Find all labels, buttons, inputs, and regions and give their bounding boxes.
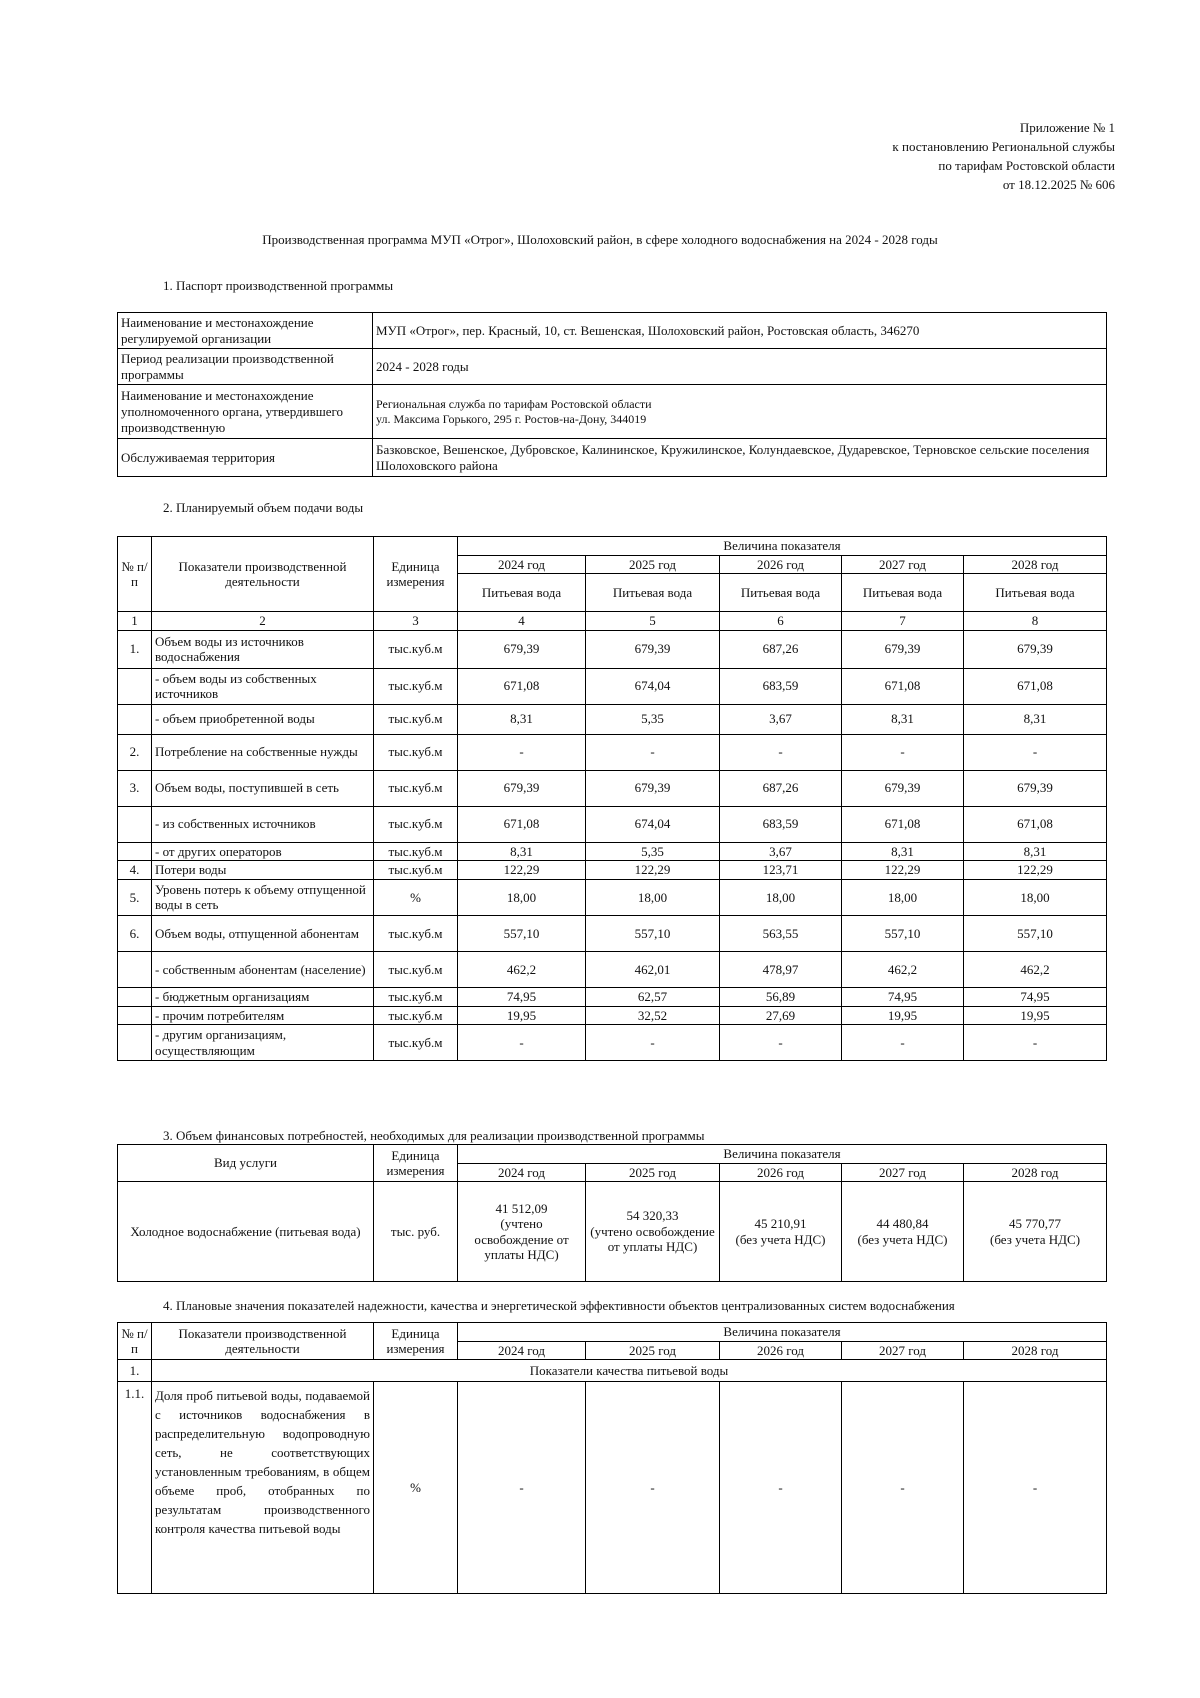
row-name: - собственным абонентам (население) bbox=[152, 951, 374, 987]
row-num: 2. bbox=[118, 734, 152, 770]
row-value: 683,59 bbox=[720, 806, 842, 842]
row-name: Объем воды из источников водоснабжения bbox=[152, 630, 374, 668]
passport-value: 2024 - 2028 годы bbox=[373, 349, 1107, 385]
header-unit: Единица измерения bbox=[374, 1323, 458, 1360]
passport-value: Региональная служба по тарифам Ростовской области bbox=[376, 397, 652, 412]
table-row bbox=[118, 861, 1107, 880]
row-value: 679,39 bbox=[458, 630, 586, 668]
row-value: 123,71 bbox=[720, 861, 842, 880]
passport-label: Наименование и местонахождение уполномоченного органа, утвердившего производственную bbox=[118, 385, 373, 439]
row-value: 8,31 bbox=[964, 704, 1107, 734]
row-unit: тыс.куб.м bbox=[374, 951, 458, 987]
row-unit: % bbox=[374, 1382, 458, 1594]
row-unit: тыс.куб.м bbox=[374, 861, 458, 880]
table-row bbox=[118, 668, 1107, 704]
financial-cell bbox=[964, 1182, 1107, 1282]
row-value: - bbox=[720, 1382, 842, 1594]
appendix-line-4: от 18.12.2025 № 606 bbox=[1002, 177, 1115, 192]
row-name: - из собственных источников bbox=[152, 806, 374, 842]
water-supply-body bbox=[118, 630, 1107, 1060]
row-value: 18,00 bbox=[842, 879, 964, 915]
row-value: 674,04 bbox=[586, 806, 720, 842]
quality-row bbox=[118, 1382, 1107, 1594]
row-value: - bbox=[586, 734, 720, 770]
passport-label: Наименование и местонахождение регулируемой организации bbox=[118, 313, 373, 349]
row-value: 674,04 bbox=[586, 668, 720, 704]
row-name: - от других операторов bbox=[152, 842, 374, 861]
row-value: 679,39 bbox=[842, 770, 964, 806]
row-unit: тыс.куб.м bbox=[374, 734, 458, 770]
table-row bbox=[118, 842, 1107, 861]
row-value: - bbox=[458, 1382, 586, 1594]
row-name: - объем приобретенной воды bbox=[152, 704, 374, 734]
passport-value-cell bbox=[373, 385, 1107, 439]
row-value: 563,55 bbox=[720, 915, 842, 951]
row-value: - bbox=[586, 1025, 720, 1061]
row-value: 462,01 bbox=[586, 951, 720, 987]
financial-cell bbox=[586, 1182, 720, 1282]
financial-table bbox=[117, 1144, 1107, 1282]
row-value: 679,39 bbox=[586, 770, 720, 806]
row-num bbox=[118, 951, 152, 987]
column-number: 2 bbox=[152, 612, 374, 631]
row-unit: тыс.куб.м bbox=[374, 842, 458, 861]
passport-table bbox=[117, 312, 1107, 477]
row-name: Потери воды bbox=[152, 861, 374, 880]
row-value: 557,10 bbox=[586, 915, 720, 951]
header-sub: Питьевая вода bbox=[964, 574, 1107, 612]
row-value: 671,08 bbox=[842, 668, 964, 704]
row-value: 122,29 bbox=[964, 861, 1107, 880]
header-year: 2027 год bbox=[842, 1341, 964, 1360]
service-unit: тыс. руб. bbox=[374, 1182, 458, 1282]
row-num bbox=[118, 1025, 152, 1061]
row-value: 8,31 bbox=[842, 704, 964, 734]
header-year: 2026 год bbox=[720, 1341, 842, 1360]
header-year: 2028 год bbox=[964, 1163, 1107, 1182]
row-name: - другим организациям, осуществляющим bbox=[152, 1025, 374, 1061]
row-value: 671,08 bbox=[458, 668, 586, 704]
row-value: - bbox=[842, 1025, 964, 1061]
table-row bbox=[118, 806, 1107, 842]
row-value: 557,10 bbox=[458, 915, 586, 951]
header-year: 2026 год bbox=[720, 555, 842, 574]
passport-row bbox=[118, 385, 1107, 439]
financial-cell bbox=[842, 1182, 964, 1282]
row-value: 462,2 bbox=[458, 951, 586, 987]
row-num: 6. bbox=[118, 915, 152, 951]
column-number: 3 bbox=[374, 612, 458, 631]
row-name: - объем воды из собственных источников bbox=[152, 668, 374, 704]
row-value: 74,95 bbox=[964, 987, 1107, 1006]
header-year: 2027 год bbox=[842, 1163, 964, 1182]
row-num bbox=[118, 1006, 152, 1025]
row-value: 462,2 bbox=[842, 951, 964, 987]
header-sub: Питьевая вода bbox=[842, 574, 964, 612]
appendix-line-1: Приложение № 1 bbox=[1019, 120, 1115, 135]
row-value: 74,95 bbox=[458, 987, 586, 1006]
row-value: 19,95 bbox=[842, 1006, 964, 1025]
document-title: Производственная программа МУП «Отрог», Шолоховский район, в сфере холодного водоснабжения на 2024 - 2028 годы bbox=[262, 232, 938, 247]
row-name: Уровень потерь к объему отпущенной воды в сеть bbox=[152, 879, 374, 915]
passport-label: Обслуживаемая территория bbox=[118, 439, 373, 477]
group-name: Показатели качества питьевой воды bbox=[152, 1360, 1107, 1382]
amount-note: (без учета НДС) bbox=[857, 1231, 948, 1247]
row-value: 19,95 bbox=[458, 1006, 586, 1025]
header-row bbox=[118, 1323, 1107, 1342]
column-number: 4 bbox=[458, 612, 586, 631]
row-value: 679,39 bbox=[964, 630, 1107, 668]
amount: 54 320,33 bbox=[626, 1208, 679, 1224]
amount-note: (учтено освобождение от уплаты НДС) bbox=[590, 1223, 715, 1255]
amount: 45 770,77 bbox=[1009, 1216, 1062, 1232]
row-value: 671,08 bbox=[458, 806, 586, 842]
service-name: Холодное водоснабжение (питьевая вода) bbox=[118, 1182, 374, 1282]
column-number: 8 bbox=[964, 612, 1107, 631]
row-unit: тыс.куб.м bbox=[374, 987, 458, 1006]
financial-cell bbox=[458, 1182, 586, 1282]
row-unit: тыс.куб.м bbox=[374, 668, 458, 704]
table-row bbox=[118, 734, 1107, 770]
header-indicator: Показатели производственной деятельности bbox=[152, 537, 374, 612]
section-2-heading: 2. Планируемый объем подачи воды bbox=[163, 500, 364, 515]
row-value: - bbox=[842, 734, 964, 770]
table-row bbox=[118, 951, 1107, 987]
row-value: 679,39 bbox=[586, 630, 720, 668]
header-sub: Питьевая вода bbox=[720, 574, 842, 612]
header-service: Вид услуги bbox=[118, 1145, 374, 1182]
column-number: 5 bbox=[586, 612, 720, 631]
table-row bbox=[118, 879, 1107, 915]
amount-note: (без учета НДС) bbox=[990, 1231, 1081, 1247]
row-value: 19,95 bbox=[964, 1006, 1107, 1025]
row-value: 478,97 bbox=[720, 951, 842, 987]
appendix-block bbox=[892, 118, 1115, 194]
row-num: 1.1. bbox=[118, 1382, 152, 1594]
header-sub: Питьевая вода bbox=[458, 574, 586, 612]
row-value: 687,26 bbox=[720, 770, 842, 806]
row-value: - bbox=[586, 1382, 720, 1594]
row-name: Доля проб питьевой воды, подаваемой с источников водоснабжения в распределительную водопроводную сеть, не соответствующих установленным требованиям, в общем объеме проб, отобранных по результатам производственного контроля качества питьевой воды bbox=[152, 1382, 374, 1594]
row-value: 3,67 bbox=[720, 704, 842, 734]
financial-row bbox=[118, 1182, 1107, 1282]
amount-note: (без учета НДС) bbox=[735, 1231, 826, 1247]
row-unit: тыс.куб.м bbox=[374, 915, 458, 951]
header-group: Величина показателя bbox=[458, 1323, 1107, 1342]
row-value: 27,69 bbox=[720, 1006, 842, 1025]
row-value: - bbox=[720, 1025, 842, 1061]
row-value: 18,00 bbox=[586, 879, 720, 915]
row-num bbox=[118, 704, 152, 734]
row-value: 18,00 bbox=[458, 879, 586, 915]
row-value: 3,67 bbox=[720, 842, 842, 861]
row-unit: % bbox=[374, 879, 458, 915]
row-value: 687,26 bbox=[720, 630, 842, 668]
row-unit: тыс.куб.м bbox=[374, 630, 458, 668]
row-unit: тыс.куб.м bbox=[374, 704, 458, 734]
row-name: Потребление на собственные нужды bbox=[152, 734, 374, 770]
table-row bbox=[118, 1006, 1107, 1025]
row-value: 62,57 bbox=[586, 987, 720, 1006]
amount-note: (учтено освобождение от уплаты НДС) bbox=[474, 1216, 569, 1263]
section-3-heading: 3. Объем финансовых потребностей, необходимых для реализации производственной программы bbox=[163, 1128, 705, 1143]
row-value: 122,29 bbox=[842, 861, 964, 880]
table-row bbox=[118, 770, 1107, 806]
row-value: 557,10 bbox=[842, 915, 964, 951]
row-value: 5,35 bbox=[586, 842, 720, 861]
row-value: - bbox=[720, 734, 842, 770]
header-sub: Питьевая вода bbox=[586, 574, 720, 612]
water-supply-table bbox=[117, 536, 1107, 1061]
column-number: 7 bbox=[842, 612, 964, 631]
header-row bbox=[118, 537, 1107, 556]
row-value: 8,31 bbox=[964, 842, 1107, 861]
row-value: 679,39 bbox=[458, 770, 586, 806]
header-group: Величина показателя bbox=[458, 537, 1107, 556]
row-name: Объем воды, поступившей в сеть bbox=[152, 770, 374, 806]
table-row bbox=[118, 915, 1107, 951]
row-value: 671,08 bbox=[842, 806, 964, 842]
column-number-row bbox=[118, 612, 1107, 631]
group-num: 1. bbox=[118, 1360, 152, 1382]
row-value: 671,08 bbox=[964, 668, 1107, 704]
header-year: 2024 год bbox=[458, 555, 586, 574]
row-value: - bbox=[964, 1382, 1107, 1594]
header-num: № п/п bbox=[118, 537, 152, 612]
row-name: - бюджетным организациям bbox=[152, 987, 374, 1006]
row-name: - прочим потребителям bbox=[152, 1006, 374, 1025]
row-value: 32,52 bbox=[586, 1006, 720, 1025]
row-unit: тыс.куб.м bbox=[374, 1025, 458, 1061]
row-num bbox=[118, 668, 152, 704]
row-num: 4. bbox=[118, 861, 152, 880]
header-year: 2028 год bbox=[964, 555, 1107, 574]
table-row bbox=[118, 1025, 1107, 1061]
row-value: 683,59 bbox=[720, 668, 842, 704]
header-year: 2024 год bbox=[458, 1163, 586, 1182]
appendix-line-3: по тарифам Ростовской области bbox=[938, 158, 1115, 173]
amount: 41 512,09 bbox=[495, 1200, 548, 1216]
amount: 45 210,91 bbox=[754, 1216, 807, 1232]
row-value: 679,39 bbox=[964, 770, 1107, 806]
row-value: - bbox=[842, 1382, 964, 1594]
row-value: 557,10 bbox=[964, 915, 1107, 951]
row-num bbox=[118, 842, 152, 861]
header-year: 2026 год bbox=[720, 1163, 842, 1182]
row-value: 8,31 bbox=[458, 704, 586, 734]
header-year: 2025 год bbox=[586, 1341, 720, 1360]
header-unit: Единица измерения bbox=[374, 1145, 458, 1182]
header-unit: Единица измерения bbox=[374, 537, 458, 612]
row-unit: тыс.куб.м bbox=[374, 806, 458, 842]
header-indicator: Показатели производственной деятельности bbox=[152, 1323, 374, 1360]
row-unit: тыс.куб.м bbox=[374, 1006, 458, 1025]
row-value: 56,89 bbox=[720, 987, 842, 1006]
row-num: 1. bbox=[118, 630, 152, 668]
header-year: 2024 год bbox=[458, 1341, 586, 1360]
row-num: 3. bbox=[118, 770, 152, 806]
amount: 44 480,84 bbox=[876, 1216, 929, 1232]
header-year: 2025 год bbox=[586, 555, 720, 574]
header-group: Величина показателя bbox=[458, 1145, 1107, 1164]
section-1-heading: 1. Паспорт производственной программы bbox=[163, 278, 394, 293]
header-year: 2025 год bbox=[586, 1163, 720, 1182]
column-number: 1 bbox=[118, 612, 152, 631]
section-4-heading: 4. Плановые значения показателей надежности, качества и энергетической эффективности объектов централизованных систем водоснабжения bbox=[163, 1298, 955, 1313]
row-value: 8,31 bbox=[842, 842, 964, 861]
header-year: 2028 год bbox=[964, 1341, 1107, 1360]
financial-cell bbox=[720, 1182, 842, 1282]
row-num: 5. bbox=[118, 879, 152, 915]
row-unit: тыс.куб.м bbox=[374, 770, 458, 806]
row-value: 462,2 bbox=[964, 951, 1107, 987]
row-name: Объем воды, отпущенной абонентам bbox=[152, 915, 374, 951]
passport-row bbox=[118, 349, 1107, 385]
row-value: 122,29 bbox=[458, 861, 586, 880]
passport-label: Период реализации производственной программы bbox=[118, 349, 373, 385]
passport-value-address: ул. Максима Горького, 295 г. Ростов-на-Дону, 344019 bbox=[376, 411, 647, 426]
row-value: 122,29 bbox=[586, 861, 720, 880]
passport-value: МУП «Отрог», пер. Красный, 10, ст. Вешенская, Шолоховский район, Ростовская область, 346270 bbox=[373, 313, 1107, 349]
passport-value: Базковское, Вешенское, Дубровское, Калининское, Кружилинское, Колундаевское, Дударевское, Терновское сельские поселения Шолоховского района bbox=[373, 439, 1107, 477]
row-value: 679,39 bbox=[842, 630, 964, 668]
row-num bbox=[118, 987, 152, 1006]
table-row bbox=[118, 704, 1107, 734]
row-value: 18,00 bbox=[720, 879, 842, 915]
appendix-line-2: к постановлению Региональной службы bbox=[892, 139, 1115, 154]
group-row bbox=[118, 1360, 1107, 1382]
row-value: - bbox=[964, 734, 1107, 770]
row-num bbox=[118, 806, 152, 842]
passport-row bbox=[118, 313, 1107, 349]
row-value: 18,00 bbox=[964, 879, 1107, 915]
row-value: 671,08 bbox=[964, 806, 1107, 842]
header-year: 2027 год bbox=[842, 555, 964, 574]
row-value: - bbox=[964, 1025, 1107, 1061]
passport-row bbox=[118, 439, 1107, 477]
quality-table bbox=[117, 1322, 1107, 1594]
header-row bbox=[118, 1145, 1107, 1164]
row-value: 74,95 bbox=[842, 987, 964, 1006]
table-row bbox=[118, 630, 1107, 668]
row-value: 8,31 bbox=[458, 842, 586, 861]
table-row bbox=[118, 987, 1107, 1006]
column-number: 6 bbox=[720, 612, 842, 631]
row-value: - bbox=[458, 734, 586, 770]
row-value: 5,35 bbox=[586, 704, 720, 734]
header-num: № п/п bbox=[118, 1323, 152, 1360]
row-value: - bbox=[458, 1025, 586, 1061]
